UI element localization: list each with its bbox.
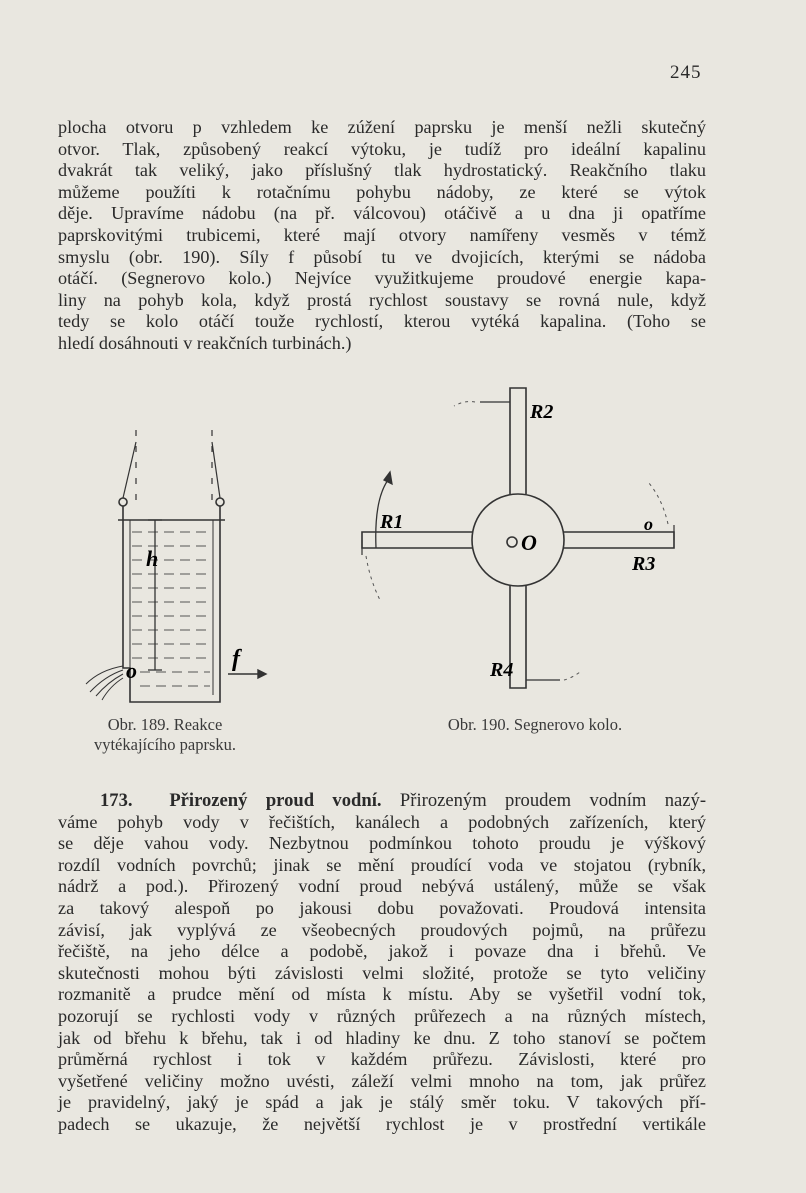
text-line: liny na pohyb kola, když prostá rychlost soustavy se rovná nule, když xyxy=(58,289,706,310)
label-r1: R1 xyxy=(380,511,404,533)
text-line: za takový alespoň po jakousi dobu považovati. Proudová intensita xyxy=(58,897,706,918)
text-line: závisí, jak vyplývá ze všeobecných proudových pojmů, na průřezu xyxy=(58,919,706,940)
text-line: nádrž a pod.). Přirozený vodní proud nebývá ustálený, může se však xyxy=(58,876,706,897)
section-heading-line xyxy=(58,790,706,812)
label-r2: R2 xyxy=(530,401,554,423)
section-number: 173. xyxy=(100,790,133,811)
text-line: je pravidelný, jaký je spád a jak je stálý směr toku. V takových pří- xyxy=(58,1092,706,1113)
text-line: otvor. Tlak, způsobený reakcí výtoku, je tudíž pro ideální kapalinu xyxy=(58,138,706,159)
label-r3: R3 xyxy=(632,553,656,575)
paragraph-intro xyxy=(58,117,706,355)
text-line: smyslu (obr. 190). Síly f působí tu ve dvojicích, kterými se nádoba xyxy=(58,246,706,267)
text-line: padech se ukazuje, že největší rychlost je v prostřední vertikále xyxy=(58,1113,706,1134)
nozzle-details xyxy=(362,402,674,680)
section-173 xyxy=(58,790,706,1136)
label-small-o: o xyxy=(644,514,653,534)
height-marker xyxy=(148,520,162,670)
rotation-arrow xyxy=(376,472,392,548)
text-line: rozmanitě a prudce mění od místa k místu. Aby se vyšetřil vodní tok, xyxy=(58,984,706,1005)
label-center-o: O xyxy=(521,530,537,555)
figure-189-diagram xyxy=(60,420,290,720)
text-line: váme pohyb vody v řečištích, kanálech a podobných zařízeních, který xyxy=(58,811,706,832)
text-line: dvakrát tak veliký, jako příslušný tlak hydrostatický. Reakčního tlaku xyxy=(58,160,706,181)
text-line: jak od břehu k břehu, tak i od hladiny ke dnu. Z toho stanoví se počtem xyxy=(58,1027,706,1048)
segner-wheel xyxy=(362,388,674,688)
text-line: paprskovitými trubicemi, které mají otvory namířeny vesměs v témž xyxy=(58,224,706,245)
page-number: 245 xyxy=(670,62,702,83)
section-title: Přirozený proud vodní. xyxy=(169,790,382,811)
figure-189-caption xyxy=(40,715,290,755)
text-line: můžeme použíti k rotačnímu pohybu nádoby, ze které se výtok xyxy=(58,181,706,202)
figure-190-diagram xyxy=(350,380,690,700)
text-line: otáčí. (Segnerovo kolo.) Nejvíce využitkujeme proudové energie kapa- xyxy=(58,268,706,289)
caption-line: Obr. 189. Reakce xyxy=(107,715,223,734)
text-line: se děje vahou vody. Nezbytnou podmínkou tohoto proudu je výškový xyxy=(58,833,706,854)
label-r4: R4 xyxy=(490,659,514,681)
text-line: pozorují se rychlosti vody v různých průřezech a na různých místech, xyxy=(58,1005,706,1026)
caption-line: vytékajícího paprsku. xyxy=(93,735,237,754)
jet-stream xyxy=(86,666,123,700)
text-line: tedy se kolo otáčí touže rychlostí, kterou vytéká kapalina. (Toho se xyxy=(58,311,706,332)
text-line: vyšetřené veličiny možno uvésti, záleží velmi mnoho na tom, jak průřez xyxy=(58,1070,706,1091)
text-line: řečiště, na jeho délce a podobě, jakož i povaze dna i břehů. Ve xyxy=(58,941,706,962)
text-line: rozdíl vodních povrchů; jinak se mění proudící voda ve stojatou (rybník, xyxy=(58,854,706,875)
text-line: hledí dosáhnouti v reakčních turbinách.) xyxy=(58,332,352,353)
text-line: skutečnosti mohou býti závislosti velmi složité, protože se tyto veličiny xyxy=(58,962,706,983)
label-f: f xyxy=(232,646,240,672)
text-line: plocha otvoru p vzhledem ke zúžení paprsku je menší nežli skutečný xyxy=(58,117,706,137)
text-line: průměrná rychlost i tok v každém průřezu. Závislosti, které pro xyxy=(58,1049,706,1070)
text-line: Přirozeným proudem vodním nazý- xyxy=(399,790,707,811)
label-o: o xyxy=(126,658,137,683)
text-line: děje. Upravíme nádobu (na př. válcovou) otáčivě a u dna ji opatříme xyxy=(58,203,706,224)
figure-190-caption: Obr. 190. Segnerovo kolo. xyxy=(447,715,623,734)
label-h: h xyxy=(146,546,159,571)
water-hatching xyxy=(132,532,210,686)
